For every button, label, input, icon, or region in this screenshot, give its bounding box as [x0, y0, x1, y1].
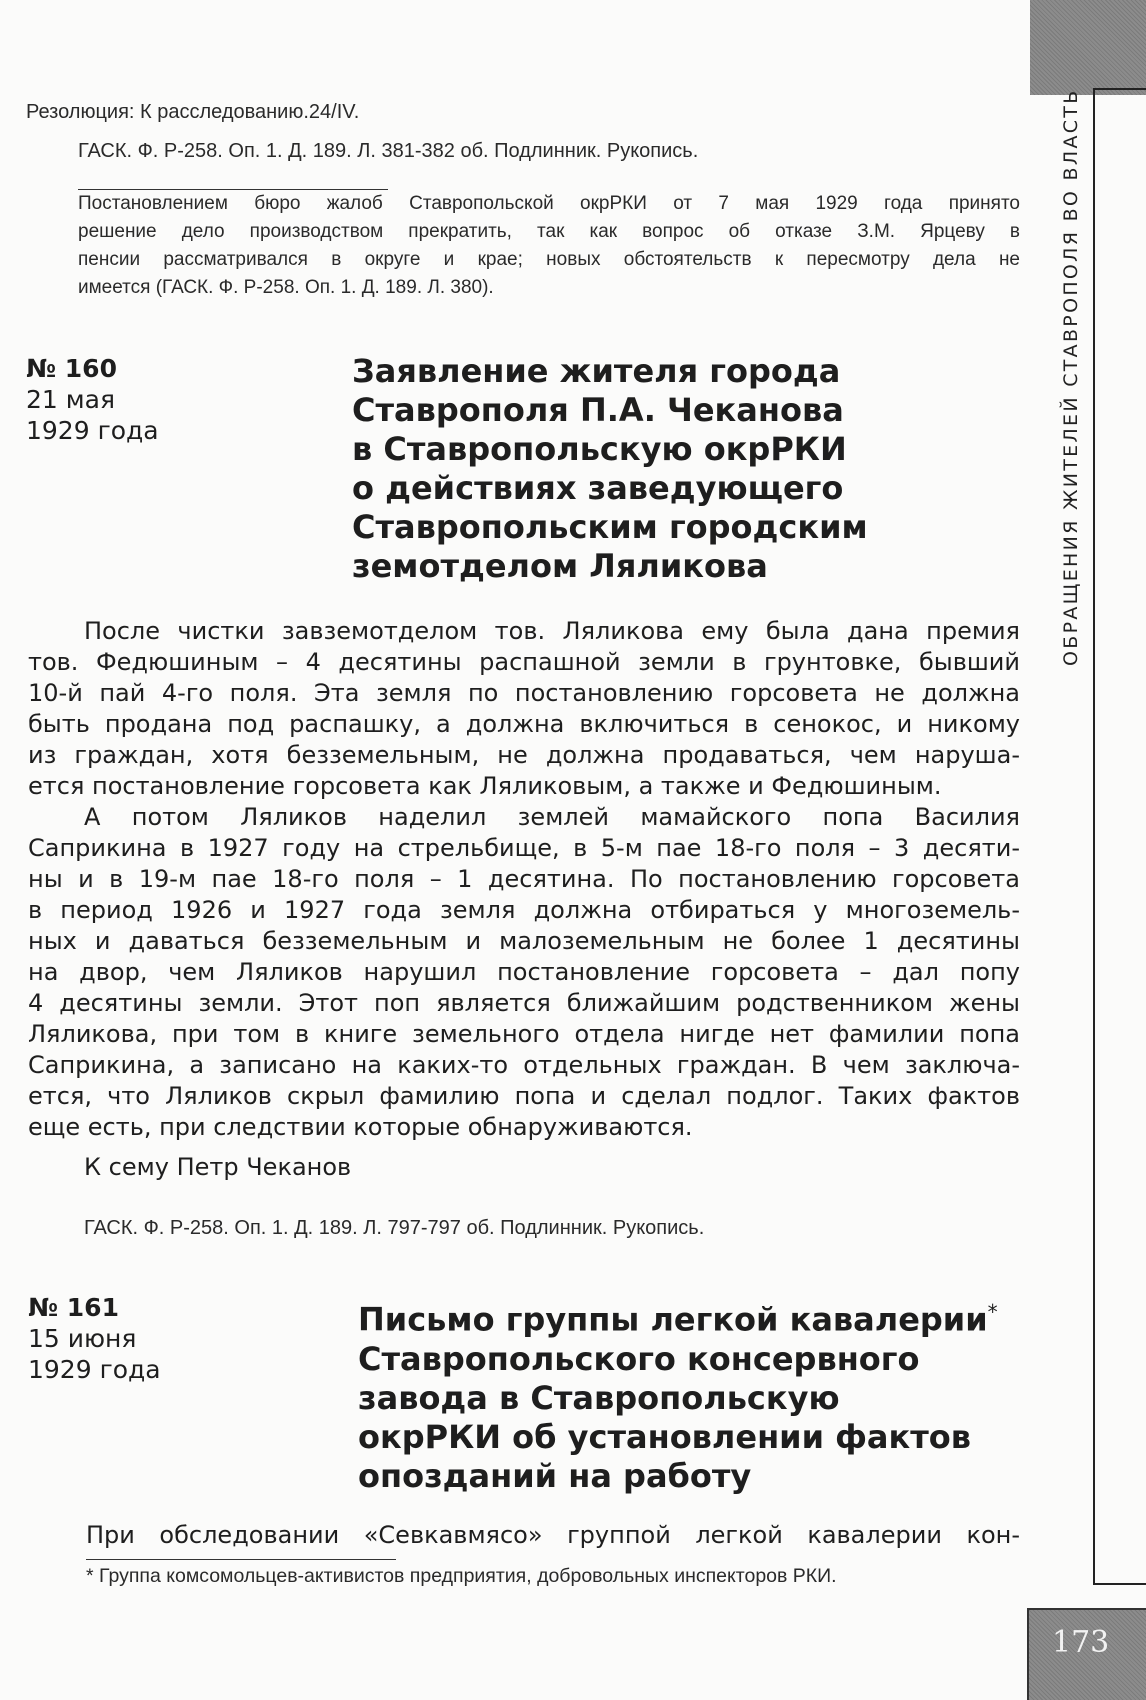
doc-year: 1929 года: [28, 1355, 161, 1384]
body-line: быть продана под распашку, а должна включиться в сенокос, и никому: [28, 710, 1020, 738]
body-line: еще есть, при следствии которые обнаруживаются.: [28, 1113, 693, 1141]
body-line: 4 десятины земли. Этот поп является ближайшим родственником жены: [28, 989, 1020, 1017]
body-line: ны и в 19-м пае 18-го поля – 1 десятина. По постановлению горсовета: [28, 865, 1020, 893]
footnote-mark: *: [987, 1300, 998, 1324]
archive-source: ГАСК. Ф. Р-258. Оп. 1. Д. 189. Л. 797-797 об. Подлинник. Рукопись.: [84, 1217, 705, 1239]
body-line: Саприкина, а записано на каких-то отдельных граждан. В чем заключа-: [28, 1051, 1020, 1079]
doc160-title: [352, 352, 868, 586]
note-line: Постановлением бюро жалоб Ставропольской окрРКИ от 7 мая 1929 года принято: [78, 193, 1020, 214]
title-line: окрРКИ об установлении фактов: [358, 1417, 971, 1456]
corner-tab-top: [1030, 0, 1146, 95]
note-line: решение дело производством прекратить, так как вопрос об отказе З.М. Ярцеву в: [78, 221, 1020, 242]
title-line: земотделом Ляликова: [352, 547, 768, 585]
body-line: После чистки завземотделом тов. Ляликова ему была дана премия: [84, 617, 1020, 645]
doc-number: № 160: [26, 354, 117, 383]
title-line: в Ставропольскую окрРКИ: [352, 430, 847, 468]
note-line: пенсии рассматривался в округе и крае; новых обстоятельств к пересмотру дела не: [78, 249, 1020, 270]
body-line: из граждан, хотя безземельным, не должна продаваться, чем наруша-: [28, 741, 1020, 769]
footnote-divider: [86, 1559, 396, 1560]
archive-source: ГАСК. Ф. Р-258. Оп. 1. Д. 189. Л. 381-382 об. Подлинник. Рукопись.: [78, 140, 699, 162]
body-line: в период 1926 и 1927 года земля должна отбираться у многоземель-: [28, 896, 1020, 924]
doc160-body: [28, 616, 1020, 1143]
body-line: 10-й пай 4-го поля. Эта земля по постановлению горсовета не должна: [28, 679, 1020, 707]
note-line: имеется (ГАСК. Ф. Р-258. Оп. 1. Д. 189. Л. 380).: [78, 277, 494, 298]
body-line: ных и даваться безземельным и малоземельным не более 1 десятины: [28, 927, 1020, 955]
body-line: Саприкина в 1927 году на стрельбище, в 5-м пае 18-го поля – 3 десяти-: [28, 834, 1020, 862]
body-line: ется постановление горсовета как Ляликовым, а также и Федюшиным.: [28, 772, 942, 800]
doc161-body: [86, 1520, 1020, 1551]
title-line: о действиях заведующего: [352, 469, 844, 507]
resolution-text: Резолюция: К расследованию.24/IV.: [26, 101, 360, 123]
footnote: * Группа комсомольцев-активистов предприятия, добровольных инспекторов РКИ.: [86, 1565, 837, 1587]
title-line: Ставропольского консервного: [358, 1339, 920, 1378]
body-line: на двор, чем Ляликов нарушил постановление горсовета – дал попу: [28, 958, 1020, 986]
body-line: тов. Федюшиным – 4 десятины распашной земли в грунтовке, бывший: [28, 648, 1020, 676]
title-line: завода в Ставропольскую: [358, 1378, 840, 1417]
title-line: Ставрополя П.А. Чеканова: [352, 391, 844, 429]
title-line: Ставропольским городским: [352, 508, 868, 546]
title-line: опозданий на работу: [358, 1456, 752, 1495]
editorial-note: [78, 190, 1020, 302]
doc161-meta: [28, 1292, 161, 1385]
title-line: Письмо группы легкой кавалерии: [358, 1300, 988, 1339]
doc-date: 21 мая: [26, 385, 115, 414]
title-line: Заявление жителя города: [352, 352, 841, 390]
doc-number: № 161: [28, 1293, 119, 1322]
page-number: 173: [1052, 1625, 1110, 1660]
doc161-title: [358, 1293, 998, 1496]
doc-date: 15 июня: [28, 1324, 137, 1353]
running-head: ОБРАЩЕНИЯ ЖИТЕЛЕЙ СТАВРОПОЛЯ ВО ВЛАСТЬ: [1060, 88, 1082, 666]
body-line: А потом Ляликов наделил землей мамайского попа Василия: [84, 803, 1020, 831]
doc160-meta: [26, 353, 159, 446]
body-line: Ляликова, при том в книге земельного отдела нигде нет фамилии попа: [28, 1020, 1020, 1048]
signature: К сему Петр Чеканов: [84, 1153, 352, 1181]
margin-frame: [1093, 88, 1146, 1585]
doc-year: 1929 года: [26, 416, 159, 445]
body-line: При обследовании «Севкавмясо» группой легкой кавалерии кон-: [86, 1521, 1020, 1549]
body-line: ется, что Ляликов скрыл фамилию попа и сделал подлог. Таких фактов: [28, 1082, 1020, 1110]
